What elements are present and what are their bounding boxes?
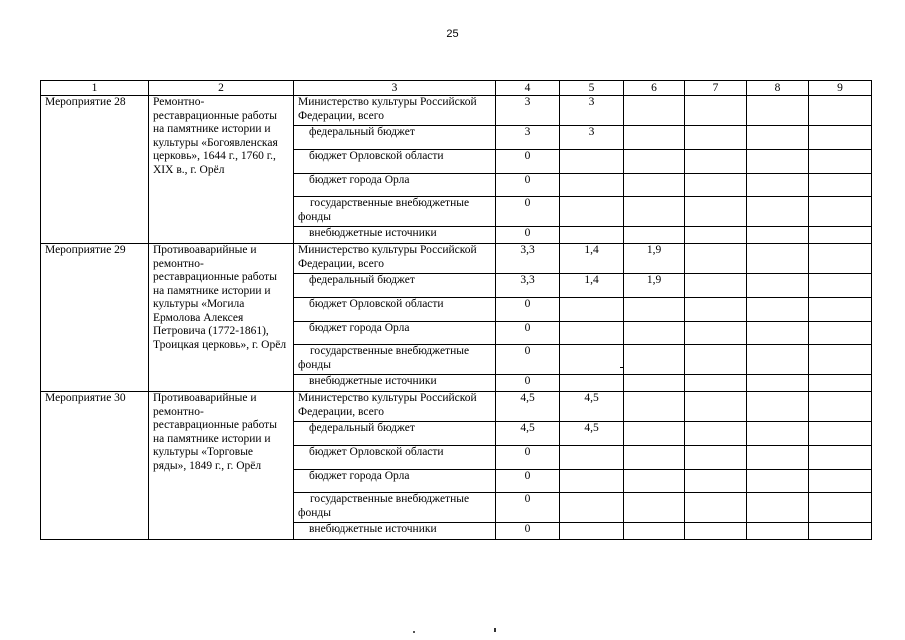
column-header: 4 <box>496 81 560 96</box>
description-cell: Противоаварийные и ремонтно-реставрационные работы на памятнике истории и культуры «Могила Ермолова Алексея Петровича (1772-1861), Троицкая церковь», г. Орёл <box>149 244 294 392</box>
value-cell: 0 <box>496 493 560 523</box>
empty-cell <box>747 227 809 244</box>
page-number: 25 <box>446 28 459 40</box>
funding-source-cell: федеральный бюджет <box>294 274 496 298</box>
value-cell <box>560 446 624 470</box>
empty-cell <box>809 392 872 422</box>
funding-source-cell: внебюджетные источники <box>294 227 496 244</box>
funding-source-cell: государственные внебюджетные фонды <box>294 197 496 227</box>
empty-cell <box>809 422 872 446</box>
value-cell: 1,4 <box>560 244 624 274</box>
funding-source-cell: внебюджетные источники <box>294 375 496 392</box>
value-cell <box>560 150 624 174</box>
value-cell: 0 <box>496 150 560 174</box>
value-cell: 0 <box>496 345 560 375</box>
value-cell: 1,9 <box>624 244 685 274</box>
empty-cell <box>809 227 872 244</box>
empty-cell <box>809 197 872 227</box>
value-cell <box>624 227 685 244</box>
value-cell <box>560 375 624 392</box>
column-header: 3 <box>294 81 496 96</box>
value-cell <box>560 523 624 540</box>
description-cell: Ремонтно-реставрационные работы на памятнике истории и культуры «Богоявленская церковь», 1644 г., 1760 г., XIX в., г. Орёл <box>149 96 294 244</box>
empty-cell <box>747 345 809 375</box>
empty-cell <box>809 126 872 150</box>
empty-cell <box>809 470 872 493</box>
empty-cell <box>685 375 747 392</box>
empty-cell <box>747 422 809 446</box>
empty-cell <box>685 274 747 298</box>
activity-cell: Мероприятие 29 <box>41 244 149 392</box>
value-cell <box>560 470 624 493</box>
value-cell <box>624 392 685 422</box>
funding-source-cell: федеральный бюджет <box>294 422 496 446</box>
empty-cell <box>747 150 809 174</box>
empty-cell <box>809 345 872 375</box>
column-header: 5 <box>560 81 624 96</box>
empty-cell <box>747 274 809 298</box>
value-cell <box>560 227 624 244</box>
value-cell <box>624 126 685 150</box>
empty-cell <box>685 322 747 345</box>
table-row <box>41 392 872 422</box>
value-cell <box>624 493 685 523</box>
value-cell <box>624 298 685 322</box>
value-cell: 3 <box>496 126 560 150</box>
value-cell <box>560 493 624 523</box>
empty-cell <box>685 422 747 446</box>
description-cell: Противоаварийные и ремонтно-реставрационные работы на памятнике истории и культуры «Торговые ряды», 1849 г., г. Орёл <box>149 392 294 540</box>
value-cell: 0 <box>496 322 560 345</box>
column-header: 1 <box>41 81 149 96</box>
value-cell <box>624 150 685 174</box>
empty-cell <box>747 446 809 470</box>
value-cell <box>624 446 685 470</box>
empty-cell <box>685 227 747 244</box>
empty-cell <box>747 244 809 274</box>
value-cell <box>624 345 685 375</box>
funding-source-cell: федеральный бюджет <box>294 126 496 150</box>
value-cell <box>624 96 685 126</box>
value-cell: 0 <box>496 197 560 227</box>
empty-cell <box>685 493 747 523</box>
value-cell <box>624 174 685 197</box>
empty-cell <box>747 392 809 422</box>
empty-cell <box>747 493 809 523</box>
empty-cell <box>685 174 747 197</box>
value-cell: 0 <box>496 375 560 392</box>
empty-cell <box>747 322 809 345</box>
empty-cell <box>809 446 872 470</box>
value-cell <box>560 298 624 322</box>
value-cell: 3 <box>560 126 624 150</box>
value-cell <box>560 345 624 375</box>
empty-cell <box>809 493 872 523</box>
funding-source-cell: государственные внебюджетные фонды <box>294 345 496 375</box>
empty-cell <box>809 322 872 345</box>
funding-table <box>40 80 872 540</box>
value-cell: 0 <box>496 523 560 540</box>
column-header: 9 <box>809 81 872 96</box>
value-cell: 1,9 <box>624 274 685 298</box>
value-cell: 3 <box>560 96 624 126</box>
empty-cell <box>747 375 809 392</box>
empty-cell <box>809 150 872 174</box>
empty-cell <box>747 298 809 322</box>
empty-cell <box>809 375 872 392</box>
empty-cell <box>809 244 872 274</box>
column-header: 8 <box>747 81 809 96</box>
empty-cell <box>685 244 747 274</box>
empty-cell <box>747 197 809 227</box>
value-cell: 4,5 <box>496 392 560 422</box>
column-header: 6 <box>624 81 685 96</box>
funding-source-cell: бюджет Орловской области <box>294 446 496 470</box>
value-cell <box>560 322 624 345</box>
value-cell: 3,3 <box>496 274 560 298</box>
empty-cell <box>809 96 872 126</box>
value-cell: 4,5 <box>560 422 624 446</box>
activity-cell: Мероприятие 28 <box>41 96 149 244</box>
empty-cell <box>809 174 872 197</box>
value-cell <box>624 523 685 540</box>
empty-cell <box>747 96 809 126</box>
funding-source-cell: Министерство культуры Российской Федерации, всего <box>294 96 496 126</box>
funding-source-cell: бюджет Орловской области <box>294 298 496 322</box>
value-cell <box>624 197 685 227</box>
column-header: 7 <box>685 81 747 96</box>
empty-cell <box>747 174 809 197</box>
empty-cell <box>685 96 747 126</box>
stray-mark <box>620 367 623 368</box>
empty-cell <box>685 150 747 174</box>
activity-cell: Мероприятие 30 <box>41 392 149 540</box>
value-cell: 3,3 <box>496 244 560 274</box>
empty-cell <box>747 523 809 540</box>
value-cell <box>560 174 624 197</box>
value-cell: 4,5 <box>496 422 560 446</box>
empty-cell <box>809 523 872 540</box>
empty-cell <box>685 470 747 493</box>
empty-cell <box>747 470 809 493</box>
stray-mark <box>494 628 496 632</box>
value-cell: 0 <box>496 470 560 493</box>
funding-source-cell: государственные внебюджетные фонды <box>294 493 496 523</box>
empty-cell <box>685 345 747 375</box>
empty-cell <box>685 298 747 322</box>
empty-cell <box>809 298 872 322</box>
value-cell: 4,5 <box>560 392 624 422</box>
value-cell: 0 <box>496 174 560 197</box>
column-header: 2 <box>149 81 294 96</box>
header-row <box>41 81 872 96</box>
value-cell: 3 <box>496 96 560 126</box>
empty-cell <box>685 126 747 150</box>
empty-cell <box>685 197 747 227</box>
value-cell: 0 <box>496 298 560 322</box>
empty-cell <box>809 274 872 298</box>
value-cell: 0 <box>496 446 560 470</box>
value-cell: 1,4 <box>560 274 624 298</box>
funding-source-cell: бюджет города Орла <box>294 322 496 345</box>
funding-source-cell: Министерство культуры Российской Федерации, всего <box>294 244 496 274</box>
funding-source-cell: бюджет города Орла <box>294 174 496 197</box>
value-cell <box>624 470 685 493</box>
stray-mark <box>413 631 415 633</box>
empty-cell <box>685 523 747 540</box>
value-cell <box>624 422 685 446</box>
empty-cell <box>685 446 747 470</box>
funding-source-cell: бюджет города Орла <box>294 470 496 493</box>
value-cell <box>624 375 685 392</box>
funding-source-cell: бюджет Орловской области <box>294 150 496 174</box>
empty-cell <box>747 126 809 150</box>
table-row <box>41 96 872 126</box>
funding-source-cell: Министерство культуры Российской Федерации, всего <box>294 392 496 422</box>
funding-source-cell: внебюджетные источники <box>294 523 496 540</box>
value-cell <box>624 322 685 345</box>
table-row <box>41 244 872 274</box>
value-cell: 0 <box>496 227 560 244</box>
value-cell <box>560 197 624 227</box>
empty-cell <box>685 392 747 422</box>
